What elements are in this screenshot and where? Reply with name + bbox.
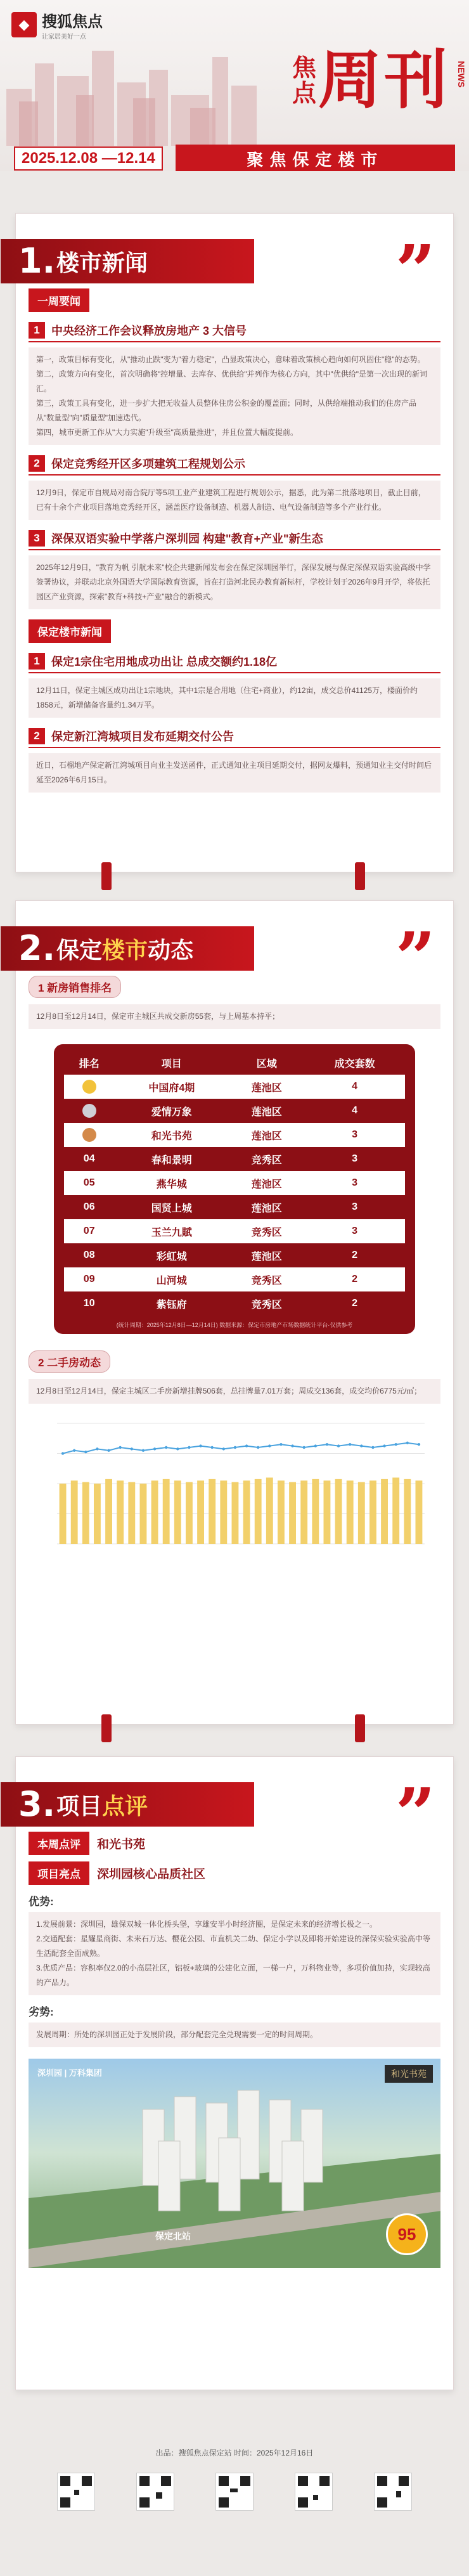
chart-point (61, 1452, 64, 1454)
binder-clip (101, 1714, 112, 1742)
footer-source: 出品：搜狐焦点保定站 时间：2025年12月16日 (155, 2449, 314, 2457)
chart-bar (266, 1478, 273, 1544)
chart-bar (416, 1480, 423, 1544)
chart-point (96, 1447, 98, 1450)
col-header: 项目 (161, 1058, 182, 1070)
chart-point (279, 1443, 282, 1446)
chart-point (302, 1446, 305, 1449)
chart-bar (300, 1480, 307, 1544)
units-cell: 2 (304, 1291, 405, 1316)
rank-cell: 04 (64, 1147, 114, 1171)
quote-icon: ” (395, 1773, 435, 1854)
section-title (56, 933, 193, 965)
rank-cell: 09 (64, 1267, 114, 1291)
brand-logo[interactable] (11, 9, 103, 41)
table-footnote: (统计周期：2025年12月8日—12月14日) 数据来源：保定市房地产市场数据统计平台·仅供参考 (116, 1322, 353, 1328)
chart-bar (358, 1482, 365, 1544)
table-row[interactable] (64, 1171, 405, 1195)
chart-point (188, 1446, 190, 1449)
paragraph: 近日，石榴地产保定新江湾城项目向业主发送函件，正式通知业主项目延期交付，据网友爆料，预通知业主交付时间后延至2026年6月15日。 (36, 761, 432, 784)
disadvantages-body (29, 2023, 440, 2047)
table-row[interactable] (64, 1099, 405, 1123)
chart-line (63, 1443, 419, 1454)
item-number: 3 (29, 530, 45, 547)
sales-note: 12月8日至12月14日，保定市主城区共成交新房55套，与上周基本持平； (29, 1004, 440, 1029)
rank-table (64, 1051, 405, 1316)
brand-tagline: 让家居美好一点 (42, 34, 86, 41)
paragraph: 2025年12月9日，"教育为帆 引航未来"校企共建新闻发布会在保定深圳园举行，深保发展与保定深保双语实验高级中学签署协议，并联动北京外国语大学国际教育资源，旨在打造河北民办教育新标杆，学校计划于2026年9月开学，将依托园区产业资源，探索"教育+科技+产业"融合的新模式。 (36, 563, 431, 601)
chart-point (360, 1444, 363, 1447)
rank-cell: 06 (64, 1195, 114, 1219)
area-cell: 莲池区 (229, 1171, 304, 1195)
chart-bar (404, 1479, 411, 1544)
chart-point (131, 1447, 133, 1450)
paragraph: 第一，政策目标有变化，从"推动止跌"变为"着力稳定"，凸显政策决心，意味着政策核心趋向如何巩固住"稳"的态势。 (36, 355, 425, 364)
item-body (29, 481, 440, 520)
units-cell: 2 (304, 1267, 405, 1291)
advantages-body (29, 1912, 440, 1995)
slogan: 聚焦保定楼市 (176, 145, 455, 172)
chart-bar (220, 1480, 227, 1544)
chart-point (119, 1446, 121, 1449)
chart-bar (335, 1479, 342, 1544)
paragraph: 第四，城市更新工作从"大力实施"升级至"高质量推进"，并且位置大幅度提前。 (36, 428, 299, 437)
local-news-tag: 保定楼市新闻 (29, 619, 111, 643)
project-cell: 春和景明 (114, 1147, 229, 1171)
table-row[interactable] (64, 1243, 405, 1267)
rank-cell (64, 1099, 114, 1123)
date-end: —12.14 (101, 150, 155, 167)
chart-point (371, 1446, 374, 1449)
item-title: 深保双语实验中学落户深圳园 构建"教育+产业"新生态 (51, 533, 323, 545)
highlight-value: 深圳园核心品质社区 (97, 1868, 206, 1881)
item-number: 2 (29, 728, 45, 744)
chart-bar (255, 1479, 262, 1544)
render-brand-1: 深圳园 (37, 2068, 63, 2078)
chart-bar (186, 1482, 193, 1544)
chart-point (176, 1447, 179, 1450)
silver-medal-icon (82, 1104, 96, 1118)
item-body (29, 347, 440, 445)
chart-bar (197, 1480, 204, 1544)
second-hand-chart (38, 1414, 431, 1560)
area-cell: 竞秀区 (229, 1147, 304, 1171)
rank-cell (64, 1075, 114, 1099)
area-cell: 竞秀区 (229, 1291, 304, 1316)
chart-bar (128, 1482, 135, 1544)
chart-point (73, 1449, 75, 1452)
paragraph: 第二，政策方向有变化，首次明确将"控增量、去库存、优供给"并列作为核心方向，其中"优供给"是第一次出现的新词汇。 (36, 370, 428, 393)
units-cell: 3 (304, 1171, 405, 1195)
chart-bar (324, 1480, 331, 1544)
second-tag-wrap (29, 1350, 440, 1373)
local-tag-wrap (29, 619, 440, 643)
title-part: 项目 (56, 1794, 103, 1820)
qr-code-icon[interactable] (215, 2473, 254, 2511)
sales-rank-tag: 1 新房销售排名 (29, 976, 121, 998)
chart-bar (278, 1480, 285, 1544)
area-cell: 莲池区 (229, 1075, 304, 1099)
units-cell: 3 (304, 1147, 405, 1171)
col-header: 区域 (256, 1058, 277, 1070)
units-cell: 4 (304, 1075, 405, 1099)
gold-medal-icon (82, 1080, 96, 1094)
chart-bar (94, 1484, 101, 1544)
second-hand-tag: 2 二手房动态 (29, 1350, 110, 1373)
title-part: 点评 (102, 1794, 148, 1820)
table-row[interactable] (64, 1075, 405, 1099)
news-item[interactable] (29, 728, 440, 793)
chart-point (406, 1442, 409, 1444)
rank-body (64, 1075, 405, 1316)
paragraph: 12月11日，保定主城区成功出让1宗地块，其中1宗是合用地（住宅+商业），约12亩，成交总价41125万，楼面价约1858元，新增储备容量约1.34万平。 (36, 686, 418, 709)
chart-bar (71, 1480, 78, 1544)
item-title: 保定竞秀经开区多项建筑工程规划公示 (51, 458, 245, 470)
chart-point (153, 1447, 156, 1450)
render-name: 和光书苑 (385, 2065, 433, 2083)
chart-bar (163, 1479, 170, 1544)
chart-bar (347, 1480, 354, 1544)
project-cell: 山河城 (114, 1267, 229, 1291)
project-rendering (29, 2059, 440, 2268)
section-number: 2. (18, 928, 56, 968)
chart-bar (369, 1480, 376, 1544)
chart-point (418, 1443, 420, 1446)
project-cell: 和光书苑 (114, 1123, 229, 1147)
item-number: 2 (29, 455, 45, 472)
qr-code-icon[interactable] (136, 2473, 174, 2511)
road-label: 保定北站 (155, 2231, 191, 2241)
render-brand-2: 万科集团 (68, 2068, 102, 2078)
chart-point (268, 1444, 271, 1447)
advantage-item: 3.优质产品：容积率仅2.0的小高层社区，铝板+玻璃的公建化立面，一梯一户，万科物业等，多项价值加持，实现较高的产品力。 (36, 1964, 430, 1987)
project-cell: 玉兰九賦 (114, 1219, 229, 1243)
table-row[interactable] (64, 1123, 405, 1147)
area-cell: 莲池区 (229, 1099, 304, 1123)
rank-cell: 07 (64, 1219, 114, 1243)
project-cell: 燕华城 (114, 1171, 229, 1195)
chart-point (314, 1444, 317, 1447)
chart-bar (151, 1480, 158, 1544)
table-row[interactable] (64, 1267, 405, 1291)
paragraph: 12月9日，保定市自规局对南合院厅等5项工业产业建筑工程进行规划公示，据悉，此为第二批落地项目，截止目前，已有十余个产业项目落地竞秀经开区，涵盖医疗设备制造、机器人制造、电气设备制造等多个产业行业。 (36, 488, 426, 512)
render-brand: 深圳园 | 万科集团 (37, 2068, 102, 2078)
binder-clip (101, 862, 112, 890)
second-note: 12月8日至12月14日，保定主城区二手房新增挂牌506套，总挂牌量7.01万套；周成交136套，成交均价6775元/㎡； (29, 1379, 440, 1404)
paragraph: 第三，政策工具有变化，进一步扩大把无收益人员整体住房公积金的覆盖面；同时，从供给端推动我们的住房产品从"数量型"向"质量型"加速迭代。 (36, 399, 417, 422)
date-bar (0, 145, 469, 171)
chart-point (107, 1449, 110, 1452)
weekly-news-tag: 一周要闻 (29, 288, 89, 312)
area-cell: 竞秀区 (229, 1219, 304, 1243)
project-cell: 国贤上城 (114, 1195, 229, 1219)
item-title: 中央经济工作会议释放房地产 3 大信号 (51, 325, 247, 337)
highlight-label: 项目亮点 (29, 1861, 89, 1885)
chart-point (349, 1443, 351, 1446)
title-part: 楼市 (102, 938, 148, 964)
sales-tag-wrap (29, 976, 440, 998)
chart-bar (243, 1480, 250, 1544)
section-market (15, 900, 454, 1725)
weekly-tag-wrap (29, 288, 440, 312)
sohu-logo-icon: ◆ (11, 12, 37, 37)
chart-bar (289, 1482, 296, 1544)
title-part: 动态 (148, 938, 194, 964)
chart-bar (174, 1480, 181, 1544)
chart-point (394, 1443, 397, 1446)
qr-code-icon[interactable] (295, 2473, 333, 2511)
highlight-row (29, 1861, 440, 1885)
sales-ranking-table (54, 1044, 415, 1334)
date-range (14, 146, 163, 171)
rank-cell: 10 (64, 1291, 114, 1316)
units-cell: 3 (304, 1123, 405, 1147)
units-cell: 3 (304, 1195, 405, 1219)
disadvantages-title: 劣势: (29, 2006, 54, 2018)
chart-bar (105, 1479, 112, 1544)
news-item[interactable] (29, 530, 440, 609)
rank-cell (64, 1123, 114, 1147)
chart-bar (209, 1479, 215, 1544)
item-body (29, 555, 440, 609)
news-item[interactable] (29, 322, 440, 445)
section-title: 楼市新闻 (56, 250, 148, 276)
date-start: 2025.12.08 (22, 150, 98, 167)
item-number: 1 (29, 322, 45, 339)
chart-point (222, 1447, 225, 1450)
chart-point (199, 1444, 202, 1447)
area-cell: 莲池区 (229, 1195, 304, 1219)
chart-point (337, 1444, 340, 1447)
units-cell: 2 (304, 1243, 405, 1267)
chart-bar (117, 1480, 124, 1544)
units-cell: 4 (304, 1099, 405, 1123)
quote-icon: ” (395, 917, 435, 999)
chart-point (257, 1446, 259, 1449)
advantages-title: 优势: (29, 1896, 54, 1908)
chart-bar (60, 1484, 67, 1544)
title-part: 保定 (56, 938, 103, 964)
section-number: 1. (18, 241, 56, 281)
area-cell: 莲池区 (229, 1123, 304, 1147)
chart-point (165, 1446, 167, 1449)
item-title: 保定新江湾城项目发布延期交付公告 (51, 730, 234, 743)
units-cell: 3 (304, 1219, 405, 1243)
rank-cell: 08 (64, 1243, 114, 1267)
advantage-item: 1.发展前景：深圳园，雄保双城一体化桥头堡，享雄安半小时经济圈，是保定未来的经济增长极之一。 (36, 1920, 378, 1929)
aerial-render-image (29, 2059, 440, 2268)
binder-clip (355, 862, 365, 890)
brand-name: 搜狐焦点 (42, 13, 103, 30)
rank-cell: 05 (64, 1171, 114, 1195)
project-cell: 中国府4期 (114, 1075, 229, 1099)
project-cell: 紫钰府 (114, 1291, 229, 1316)
chart-bar (140, 1484, 147, 1544)
qr-code-icon[interactable] (57, 2473, 95, 2511)
chart-bar (232, 1482, 239, 1544)
title-small-1: 焦 (292, 54, 316, 82)
project-row (29, 1832, 440, 1855)
score-badge: 95 (386, 2213, 428, 2255)
project-cell: 爱情万象 (114, 1099, 229, 1123)
table-row[interactable] (64, 1219, 405, 1243)
section-review (15, 1756, 454, 2390)
header (0, 0, 469, 171)
chart-point (84, 1451, 87, 1453)
chart-point (291, 1444, 293, 1447)
advantage-item: 2.交通配套：星耀星商街、未来石万达、樱花公园、市直机关二幼、保定小学以及即将开始建设的深保实验实验高中等生活配套全面成熟。 (36, 1934, 431, 1958)
section-news (15, 213, 454, 872)
item-body (29, 753, 440, 793)
chart-point (383, 1444, 385, 1447)
chart-point (326, 1443, 328, 1446)
table-row[interactable] (64, 1147, 405, 1171)
project-name: 和光书苑 (97, 1838, 146, 1851)
col-header: 成交套数 (334, 1058, 375, 1070)
project-cell: 彩虹城 (114, 1243, 229, 1267)
section-title (56, 1789, 148, 1821)
chart-point (234, 1446, 236, 1449)
disadvantage-item: 发展周期：所处的深圳园正处于发展阶段，部分配套完全兑现需要一定的时间周期。 (36, 2030, 318, 2039)
table-row[interactable] (64, 1195, 405, 1219)
chart-point (245, 1444, 248, 1447)
item-number: 1 (29, 653, 45, 670)
binder-clip (355, 1714, 365, 1742)
table-row[interactable] (64, 1291, 405, 1316)
chart-point (142, 1449, 145, 1452)
project-label: 本周点评 (29, 1832, 89, 1855)
col-header: 排名 (79, 1058, 100, 1070)
chart-point (210, 1446, 213, 1449)
item-body (29, 678, 440, 718)
bronze-medal-icon (82, 1128, 96, 1142)
chart-bar (381, 1479, 388, 1544)
page-title (290, 43, 450, 117)
section-number: 3. (18, 1784, 56, 1824)
qr-row (57, 2473, 412, 2511)
chart-bar (312, 1479, 319, 1544)
chart-bar (392, 1478, 399, 1544)
quote-icon: ” (395, 230, 435, 311)
title-small-2: 点 (292, 79, 316, 107)
qr-code-icon[interactable] (374, 2473, 412, 2511)
area-cell: 竞秀区 (229, 1267, 304, 1291)
news-label: NEWS (456, 61, 466, 87)
news-item[interactable] (29, 653, 440, 718)
item-title: 保定1宗住宅用地成功出让 总成交额约1.18亿 (51, 656, 278, 668)
news-item[interactable] (29, 455, 440, 520)
area-cell: 莲池区 (229, 1243, 304, 1267)
title-big: 周刊 (318, 43, 450, 117)
chart-bar (82, 1482, 89, 1544)
